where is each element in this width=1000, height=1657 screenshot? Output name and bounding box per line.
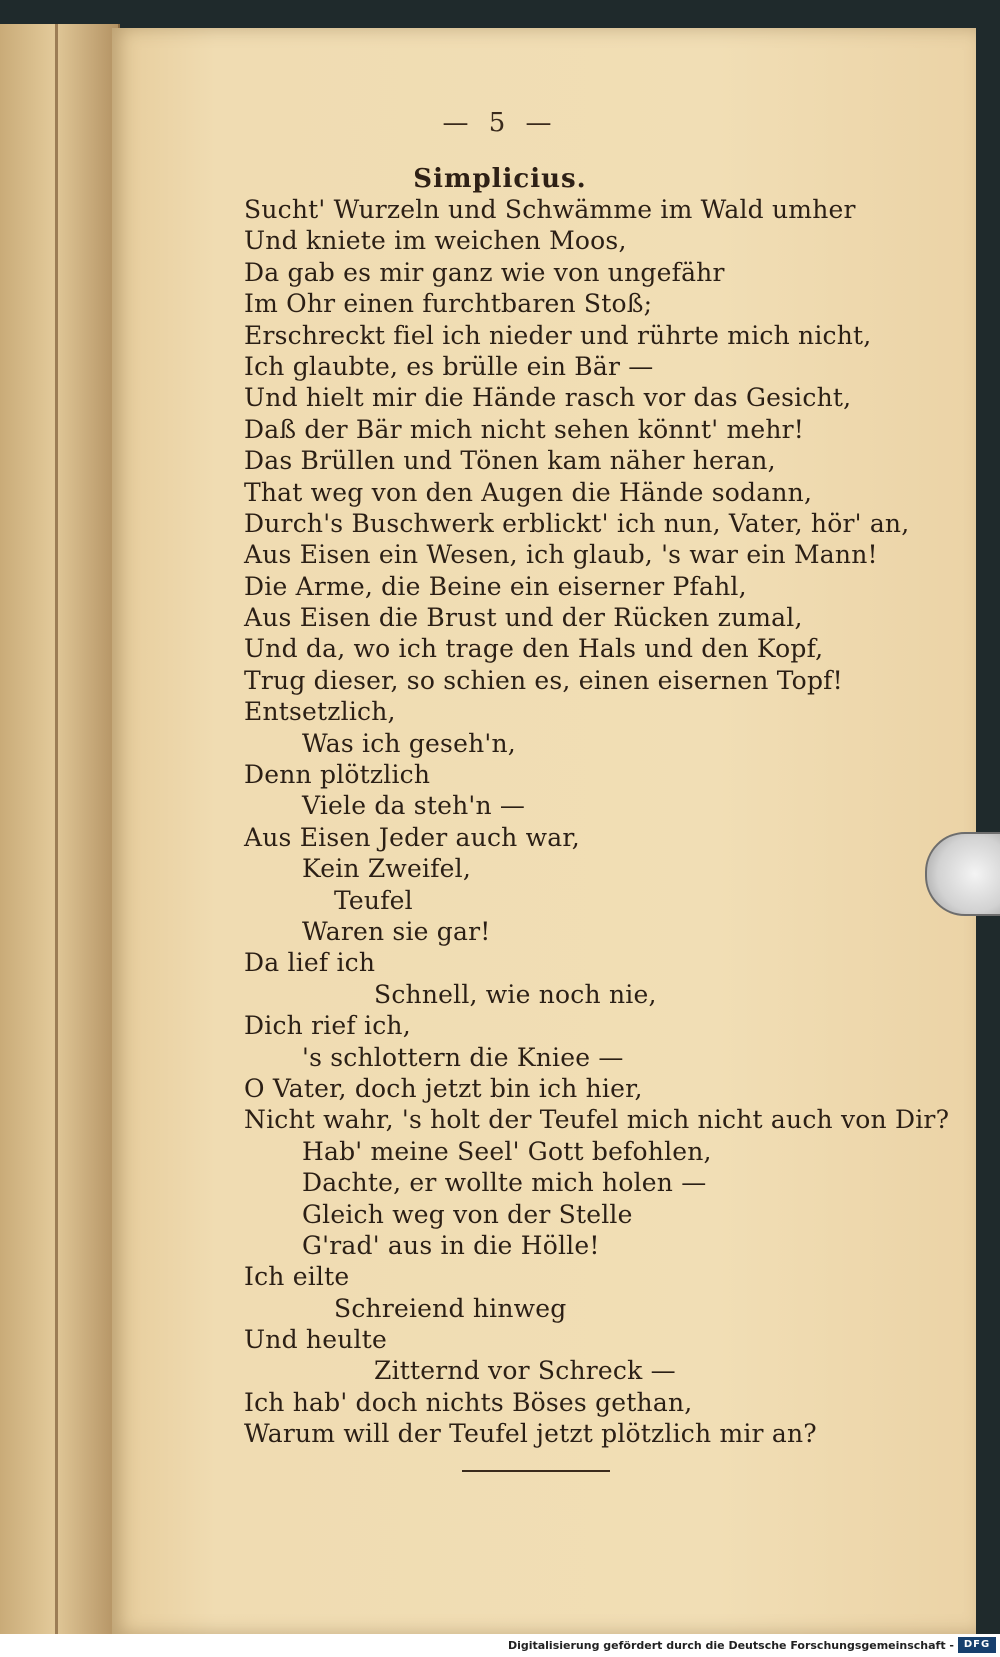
verse-line: Gleich weg von der Stelle: [302, 1199, 633, 1229]
verse-line: Hab' meine Seel' Gott befohlen,: [302, 1136, 712, 1166]
verse-line: Warum will der Teufel jetzt plötzlich mir an?: [244, 1419, 817, 1449]
verse-text: [244, 194, 950, 1450]
verse-line: Und kniete im weichen Moos,: [244, 226, 627, 256]
verse-line: Schreiend hinweg: [334, 1293, 567, 1323]
verse-line: Erschreckt fiel ich nieder und rührte mich nicht,: [244, 320, 872, 350]
verse-line: Trug dieser, so schien es, einen eisernen Topf!: [244, 665, 843, 695]
verse-line: O Vater, doch jetzt bin ich hier,: [244, 1073, 643, 1103]
verse-line: Da lief ich: [244, 948, 376, 978]
page-tab-marker: [925, 832, 1000, 916]
verse-line: Schnell, wie noch nie,: [374, 979, 657, 1009]
verse-line: Aus Eisen die Brust und der Rücken zumal,: [244, 603, 803, 633]
digitization-footer: [0, 1634, 1000, 1657]
page-number: — 5 —: [442, 108, 558, 138]
verse-line: Entsetzlich,: [244, 697, 396, 727]
verse-line: Kein Zweifel,: [302, 854, 471, 884]
verse-line: Sucht' Wurzeln und Schwämme im Wald umher: [244, 195, 856, 224]
funding-note: Digitalisierung gefördert durch die Deutsche Forschungsgemeinschaft -: [507, 1639, 954, 1652]
end-rule: [462, 1470, 610, 1472]
verse-line: Das Brüllen und Tönen kam näher heran,: [244, 446, 776, 476]
verse-line: Dachte, er wollte mich holen —: [302, 1168, 707, 1198]
verse-line: Zitternd vor Schreck —: [374, 1356, 676, 1386]
verse-line: 's schlottern die Kniee —: [302, 1042, 624, 1072]
speaker-heading: Simplicius.: [413, 164, 587, 194]
verse-line: Und heulte: [244, 1325, 387, 1355]
verse-line: Durch's Buschwerk erblickt' ich nun, Vater, hör' an,: [244, 508, 910, 538]
verse-line: Und da, wo ich trage den Hals und den Kopf,: [244, 634, 824, 664]
verse-line: Was ich geseh'n,: [302, 728, 516, 758]
verse-line: Ich hab' doch nichts Böses gethan,: [244, 1387, 693, 1417]
verse-line: Nicht wahr, 's holt der Teufel mich nicht auch von Dir?: [244, 1105, 950, 1135]
verse-line: That weg von den Augen die Hände sodann,: [244, 477, 813, 507]
verse-line: Daß der Bär mich nicht sehen könnt' mehr!: [244, 414, 805, 444]
page-fold-line: [55, 24, 58, 1634]
verse-line: Viele da steh'n —: [302, 791, 526, 821]
verse-line: Und hielt mir die Hände rasch vor das Gesicht,: [244, 383, 852, 413]
verse-line: Die Arme, die Beine ein eiserner Pfahl,: [244, 571, 747, 601]
dfg-logo: DFG: [958, 1637, 996, 1653]
verse-line: Dich rief ich,: [244, 1011, 411, 1041]
verse-line: Ich eilte: [244, 1262, 350, 1292]
verse-line: Waren sie gar!: [302, 916, 491, 946]
verse-line: Ich glaubte, es brülle ein Bär —: [244, 351, 654, 381]
verse-line: Aus Eisen Jeder auch war,: [244, 822, 580, 852]
verse-line: Im Ohr einen furchtbaren Stoß;: [244, 289, 653, 319]
verse-line: Teufel: [334, 885, 413, 915]
verse-line: Aus Eisen ein Wesen, ich glaub, 's war ein Mann!: [244, 540, 878, 570]
verse-line: Da gab es mir ganz wie von ungefähr: [244, 257, 725, 287]
verse-line: G'rad' aus in die Hölle!: [302, 1230, 600, 1260]
facing-page-edge: [0, 24, 120, 1634]
verse-line: Denn plötzlich: [244, 760, 431, 790]
